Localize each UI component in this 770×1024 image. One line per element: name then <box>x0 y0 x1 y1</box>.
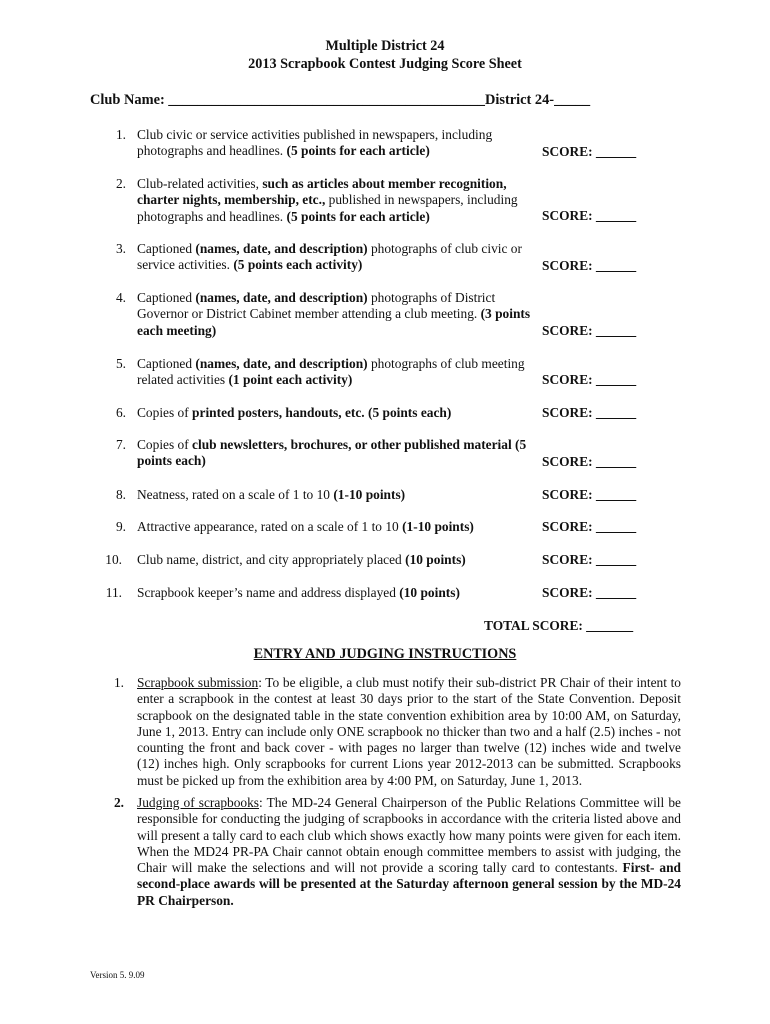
score-blank[interactable]: ______ <box>595 144 637 159</box>
score-blank[interactable]: ______ <box>595 454 637 469</box>
document-title-line1: Multiple District 24 <box>325 38 445 54</box>
score-blank[interactable]: ______ <box>595 208 637 223</box>
criterion-score <box>542 552 636 568</box>
criterion-text: Attractive appearance, rated on a scale of 1 to 10 (1-10 points) <box>137 519 474 534</box>
criterion-number: 5. <box>115 356 126 371</box>
criterion-score <box>542 519 636 535</box>
criterion-score <box>542 258 636 274</box>
score-label: SCORE: <box>542 519 596 534</box>
club-name-label: Club Name: <box>90 92 165 108</box>
criterion-text: Club name, district, and city appropriately placed (10 points) <box>137 552 466 567</box>
score-blank[interactable]: ______ <box>595 372 637 387</box>
criterion-score <box>542 372 636 388</box>
instruction-number: 2. <box>113 795 124 810</box>
criterion-score <box>542 454 636 470</box>
criterion-number: 6. <box>115 405 126 420</box>
criterion-text: Club-related activities, such as articles about member recognition, charter nights, membership, etc., published in newspapers, including photographs and headlines. (5 points for each article) <box>137 176 518 224</box>
score-label: SCORE: <box>542 405 596 420</box>
score-blank[interactable]: ______ <box>595 552 637 567</box>
score-label: SCORE: <box>542 144 596 159</box>
criterion-number: 7. <box>115 437 126 452</box>
criterion-text: Copies of club newsletters, brochures, or other published material (5 points each) <box>137 437 527 469</box>
criterion-number: 8. <box>115 487 126 502</box>
criterion-score <box>542 144 636 160</box>
score-label: SCORE: <box>542 258 596 273</box>
score-label: SCORE: <box>542 454 596 469</box>
criterion-number: 1. <box>115 127 126 142</box>
criterion-score <box>542 487 636 503</box>
version-footer: Version 5. 9.09 <box>90 970 145 980</box>
criterion-number: 10. <box>105 552 122 567</box>
instruction-text: Judging of scrapbooks: The MD-24 General Chairperson of the Public Relations Committee will be responsible for conducting the judging of scrapbooks in accordance with the criteria listed above and will present a tally card to each club which shows exactly how many points were given for each item. When the MD24 PR-PA Chair cannot obtain enough committee members to assist with judging, the Chair will make the selections and will not provide a scoring tally card to contestants. First- and second-place awards will be presented at the Saturday afternoon general session by the MD-24 PR Chairperson. <box>137 795 682 908</box>
criterion-text: Captioned (names, date, and description) photographs of District Governor or District Cabinet member attending a club meeting. (3 points each meeting) <box>137 290 531 338</box>
score-label: SCORE: <box>542 487 596 502</box>
criterion-score <box>542 208 636 224</box>
document-title-line2: 2013 Scrapbook Contest Judging Score Sheet <box>248 56 522 72</box>
instructions-title: ENTRY AND JUDGING INSTRUCTIONS <box>253 646 517 662</box>
total-score-blank[interactable]: _______ <box>586 618 634 633</box>
club-name-blank[interactable]: ____________________________________________ <box>168 92 485 108</box>
district-blank[interactable]: _____ <box>554 92 591 108</box>
criterion-text: Copies of printed posters, handouts, etc. (5 points each) <box>137 405 452 420</box>
score-label: SCORE: <box>542 372 596 387</box>
score-blank[interactable]: ______ <box>595 585 637 600</box>
score-blank[interactable]: ______ <box>595 405 637 420</box>
criterion-text: Captioned (names, date, and description) photographs of club civic or service activities. (5 points each activity) <box>137 241 522 273</box>
criterion-score <box>542 323 636 339</box>
score-blank[interactable]: ______ <box>595 519 637 534</box>
instruction-number: 1. <box>113 675 124 690</box>
score-blank[interactable]: ______ <box>595 487 637 502</box>
criterion-text: Scrapbook keeper’s name and address displayed (10 points) <box>137 585 460 600</box>
criterion-number: 9. <box>115 519 126 534</box>
score-label: SCORE: <box>542 208 596 223</box>
score-label: SCORE: <box>542 552 596 567</box>
score-label: SCORE: <box>542 585 596 600</box>
district-label: District 24- <box>484 92 555 108</box>
criterion-text: Captioned (names, date, and description) photographs of club meeting related activities (1 point each activity) <box>137 356 525 388</box>
club-name-row <box>90 92 590 108</box>
criterion-number: 2. <box>115 176 126 191</box>
total-score-label: TOTAL SCORE: <box>484 618 583 633</box>
total-score-row <box>484 618 633 634</box>
criterion-text: Club civic or service activities published in newspapers, including photographs and headlines. (5 points for each article) <box>137 127 493 159</box>
criterion-number: 3. <box>115 241 126 256</box>
criterion-text: Neatness, rated on a scale of 1 to 10 (1-10 points) <box>137 487 406 502</box>
score-blank[interactable]: ______ <box>595 258 637 273</box>
criterion-number: 4. <box>115 290 126 305</box>
score-label: SCORE: <box>542 323 596 338</box>
criterion-score <box>542 585 636 601</box>
criterion-score <box>542 405 636 421</box>
score-blank[interactable]: ______ <box>595 323 637 338</box>
criterion-number: 11. <box>105 585 122 600</box>
instruction-text: Scrapbook submission: To be eligible, a club must notify their sub-district PR Chair of their intent to enter a scrapbook in the contest at least 30 days prior to the start of the State Convention. Deposit scrapbook on the designated table in the state convention exhibition area by 10:00 AM, on Saturday, June 1, 2013. Entry can include only ONE scrapbook no thicker than two and a half (2.5) inches - not counting the front and back cover - with pages no larger than twelve (12) inches wide and twelve (12) inches high. Only scrapbooks for current Lions year 2012-2013 can be submitted. Scrapbooks must be picked up from the exhibition area by 4:00 PM, on Saturday, June 1, 2013. <box>137 675 681 788</box>
